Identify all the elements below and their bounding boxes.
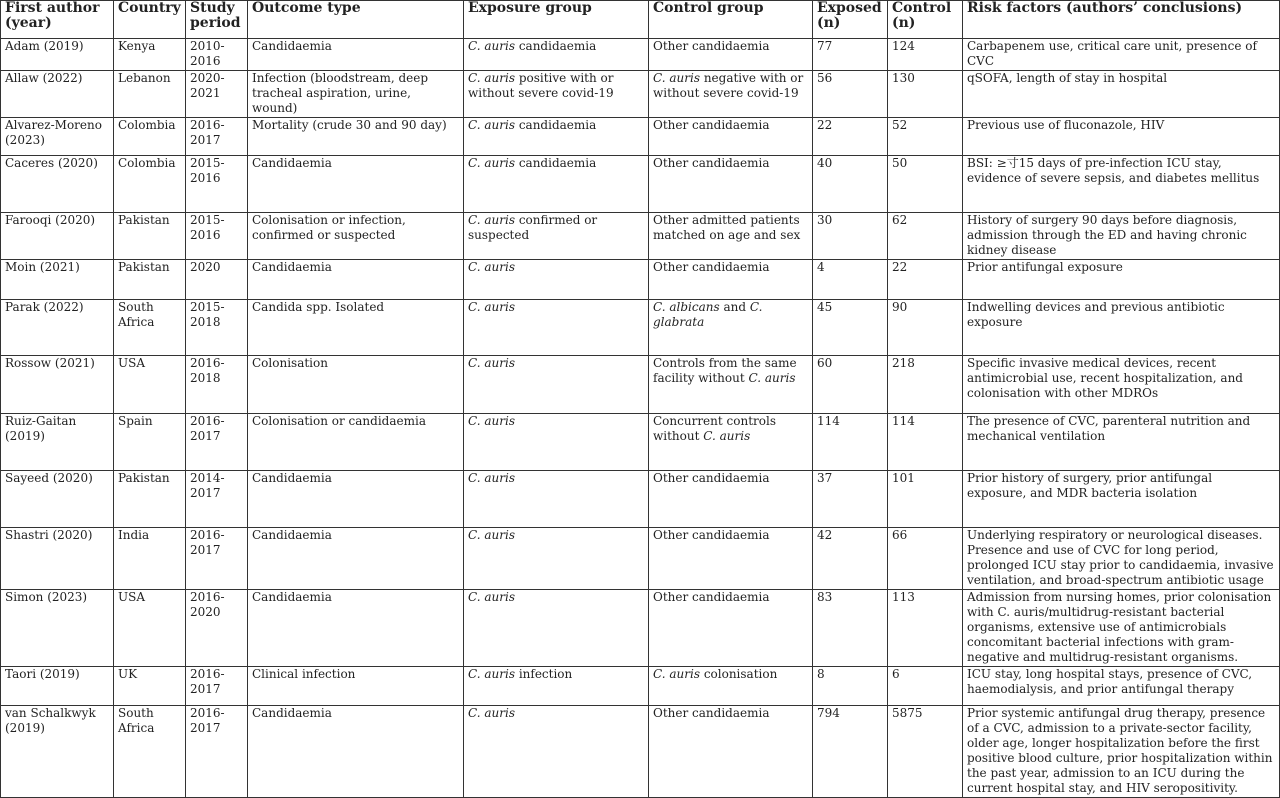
- cell-exposed-n: 45: [813, 300, 888, 356]
- cell-risk: Prior antifungal exposure: [963, 260, 1280, 300]
- cell-exposure: [464, 471, 649, 528]
- cell-author: Alvarez-Moreno (2023): [1, 118, 114, 156]
- cell-risk: BSI: ≥⼨15 days of pre-infection ICU stay, evidence of severe sepsis, and diabetes mellitus: [963, 156, 1280, 213]
- cell-outcome: Colonisation or infection, confirmed or suspected: [248, 213, 464, 260]
- cell-control-n: 124: [888, 39, 963, 71]
- cell-risk: Admission from nursing homes, prior colonisation with C. auris/multidrug-resistant bacterial organisms, extensive use of antimicrobials concomitant bacterial infections with gram-negative and multidrug-resistant organisms.: [963, 590, 1280, 667]
- cell-period: 2015-2018: [186, 300, 248, 356]
- exposure-species: C. auris: [468, 156, 515, 170]
- cell-period: 2020: [186, 260, 248, 300]
- cell-outcome: Clinical infection: [248, 667, 464, 706]
- header-exposure-group: Exposure group: [464, 1, 649, 39]
- exposure-detail: positive with or without severe covid-19: [468, 71, 614, 100]
- cell-period: 2016-2018: [186, 356, 248, 414]
- cell-outcome: Candidaemia: [248, 590, 464, 667]
- cell-exposure: [464, 414, 649, 471]
- cell-outcome: Candidaemia: [248, 260, 464, 300]
- cell-author: Rossow (2021): [1, 356, 114, 414]
- cell-control-n: 113: [888, 590, 963, 667]
- table-row: [1, 39, 1280, 71]
- cell-risk: Carbapenem use, critical care unit, presence of CVC: [963, 39, 1280, 71]
- cell-exposure: [464, 71, 649, 118]
- cell-risk: ICU stay, long hospital stays, presence of CVC, haemodialysis, and prior antifungal therapy: [963, 667, 1280, 706]
- cell-country: Spain: [114, 414, 186, 471]
- cell-exposure: [464, 528, 649, 590]
- table-row: [1, 667, 1280, 706]
- cell-control-n: 5875: [888, 706, 963, 798]
- header-study-period: Study period: [186, 1, 248, 39]
- cell-control-n: 22: [888, 260, 963, 300]
- cell-control-n: 114: [888, 414, 963, 471]
- cell-period: 2014-2017: [186, 471, 248, 528]
- cell-outcome: Infection (bloodstream, deep tracheal aspiration, urine, wound): [248, 71, 464, 118]
- table-row: [1, 260, 1280, 300]
- cell-exposed-n: 40: [813, 156, 888, 213]
- cell-country: India: [114, 528, 186, 590]
- exposure-detail: candidaemia: [515, 39, 597, 53]
- cell-exposed-n: 60: [813, 356, 888, 414]
- exposure-species: C. auris: [468, 706, 515, 720]
- cell-risk: Prior history of surgery, prior antifungal exposure, and MDR bacteria isolation: [963, 471, 1280, 528]
- exposure-species: C. auris: [468, 356, 515, 370]
- cell-period: 2016-2017: [186, 667, 248, 706]
- header-outcome-type: Outcome type: [248, 1, 464, 39]
- cell-author: Simon (2023): [1, 590, 114, 667]
- cell-risk: Prior systemic antifungal drug therapy, presence of a CVC, admission to a private-sector facility, older age, longer hospitalization before the first positive blood culture, prior hospitalization within the past year, admission to an ICU during the current hospital stay, and HIV seropositivity.: [963, 706, 1280, 798]
- cell-control-n: 50: [888, 156, 963, 213]
- cell-risk: Indwelling devices and previous antibiotic exposure: [963, 300, 1280, 356]
- cell-period: 2010-2016: [186, 39, 248, 71]
- cell-country: Pakistan: [114, 213, 186, 260]
- cell-author: Shastri (2020): [1, 528, 114, 590]
- cell-outcome: Colonisation or candidaemia: [248, 414, 464, 471]
- exposure-species: C. auris: [468, 667, 515, 681]
- cell-risk: Previous use of fluconazole, HIV: [963, 118, 1280, 156]
- cell-control: Other candidaemia: [649, 39, 813, 71]
- cell-country: Pakistan: [114, 471, 186, 528]
- header-row: [1, 1, 1280, 39]
- exposure-species: C. auris: [468, 71, 515, 85]
- header-author: First author (year): [1, 1, 114, 39]
- cell-exposure: [464, 706, 649, 798]
- cell-author: Taori (2019): [1, 667, 114, 706]
- control-detail: Controls from the same facility without: [653, 356, 797, 385]
- cell-outcome: Candidaemia: [248, 471, 464, 528]
- cell-control: Other candidaemia: [649, 156, 813, 213]
- exposure-detail: candidaemia: [515, 118, 597, 132]
- cell-control: [649, 356, 813, 414]
- control-conjunction: and: [719, 300, 750, 314]
- table-row: [1, 528, 1280, 590]
- cell-risk: Underlying respiratory or neurological diseases. Presence and use of CVC for long period, prolonged ICU stay prior to candidaemia, invasive ventilation, and broad-spectrum antibiotic usage: [963, 528, 1280, 590]
- exposure-species: C. auris: [468, 528, 515, 542]
- cell-period: 2016-2017: [186, 528, 248, 590]
- cell-country: South Africa: [114, 300, 186, 356]
- control-detail: Concurrent controls without: [653, 414, 776, 443]
- table-row: [1, 300, 1280, 356]
- exposure-species: C. auris: [468, 39, 515, 53]
- cell-outcome: Candidaemia: [248, 706, 464, 798]
- cell-control: Other admitted patients matched on age and sex: [649, 213, 813, 260]
- table-row: [1, 471, 1280, 528]
- cell-control-n: 62: [888, 213, 963, 260]
- cell-period: 2015-2016: [186, 156, 248, 213]
- cell-control: Other candidaemia: [649, 260, 813, 300]
- exposure-detail: candidaemia: [515, 156, 597, 170]
- table-row: [1, 118, 1280, 156]
- exposure-detail: confirmed or suspected: [468, 213, 598, 242]
- cell-risk: History of surgery 90 days before diagnosis, admission through the ED and having chronic kidney disease: [963, 213, 1280, 260]
- header-control-group: Control group: [649, 1, 813, 39]
- cell-country: UK: [114, 667, 186, 706]
- cell-author: Parak (2022): [1, 300, 114, 356]
- control-species: C. auris: [703, 429, 751, 443]
- cell-country: Colombia: [114, 118, 186, 156]
- cell-control: [649, 71, 813, 118]
- cell-exposed-n: 114: [813, 414, 888, 471]
- exposure-detail: infection: [515, 667, 573, 681]
- cell-exposed-n: 42: [813, 528, 888, 590]
- cell-exposed-n: 37: [813, 471, 888, 528]
- cell-country: Pakistan: [114, 260, 186, 300]
- table-row: [1, 590, 1280, 667]
- exposure-species: C. auris: [468, 213, 515, 227]
- exposure-species: C. auris: [468, 590, 515, 604]
- cell-control-n: 218: [888, 356, 963, 414]
- table-row: [1, 213, 1280, 260]
- table-row: [1, 414, 1280, 471]
- exposure-species: C. auris: [468, 118, 515, 132]
- cell-author: Moin (2021): [1, 260, 114, 300]
- cell-outcome: Candida spp. Isolated: [248, 300, 464, 356]
- exposure-species: C. auris: [468, 471, 515, 485]
- cell-exposure: [464, 39, 649, 71]
- cell-outcome: Candidaemia: [248, 156, 464, 213]
- cell-control: [649, 667, 813, 706]
- cell-period: 2016-2020: [186, 590, 248, 667]
- cell-exposed-n: 4: [813, 260, 888, 300]
- cell-outcome: Candidaemia: [248, 528, 464, 590]
- cell-control-n: 101: [888, 471, 963, 528]
- cell-control: Other candidaemia: [649, 590, 813, 667]
- cell-exposed-n: 77: [813, 39, 888, 71]
- header-risk-factors: Risk factors (authors’ conclusions): [963, 1, 1280, 39]
- cell-country: Kenya: [114, 39, 186, 71]
- table-row: [1, 156, 1280, 213]
- cell-period: 2015-2016: [186, 213, 248, 260]
- cell-exposure: [464, 300, 649, 356]
- cell-author: van Schalkwyk (2019): [1, 706, 114, 798]
- cell-author: Allaw (2022): [1, 71, 114, 118]
- control-detail: colonisation: [700, 667, 778, 681]
- control-species: C. auris: [653, 71, 700, 85]
- cell-control: Other candidaemia: [649, 118, 813, 156]
- cell-exposure: [464, 356, 649, 414]
- cell-country: South Africa: [114, 706, 186, 798]
- cell-outcome: Colonisation: [248, 356, 464, 414]
- cell-control: Other candidaemia: [649, 471, 813, 528]
- cell-period: 2016-2017: [186, 414, 248, 471]
- control-species-a: C. albicans: [653, 300, 720, 314]
- header-exposed-n: Exposed (n): [813, 1, 888, 39]
- cell-country: Lebanon: [114, 71, 186, 118]
- cell-period: 2016-2017: [186, 706, 248, 798]
- cell-control: Other candidaemia: [649, 528, 813, 590]
- cell-control-n: 90: [888, 300, 963, 356]
- cell-exposure: [464, 260, 649, 300]
- cell-exposed-n: 8: [813, 667, 888, 706]
- cell-period: 2020-2021: [186, 71, 248, 118]
- cell-outcome: Mortality (crude 30 and 90 day): [248, 118, 464, 156]
- cell-exposed-n: 83: [813, 590, 888, 667]
- cell-exposure: [464, 118, 649, 156]
- cell-outcome: Candidaemia: [248, 39, 464, 71]
- table-row: [1, 71, 1280, 118]
- cell-author: Adam (2019): [1, 39, 114, 71]
- table-row: [1, 706, 1280, 798]
- cell-exposure: [464, 667, 649, 706]
- cell-exposed-n: 794: [813, 706, 888, 798]
- control-detail: negative with or without severe covid-19: [653, 71, 804, 100]
- cell-control: [649, 414, 813, 471]
- cell-country: Colombia: [114, 156, 186, 213]
- cell-control: Other candidaemia: [649, 706, 813, 798]
- exposure-species: C. auris: [468, 300, 515, 314]
- cell-exposed-n: 30: [813, 213, 888, 260]
- cell-risk: qSOFA, length of stay in hospital: [963, 71, 1280, 118]
- control-species-b: C. glabrata: [653, 300, 763, 329]
- cell-author: Ruiz-Gaitan (2019): [1, 414, 114, 471]
- cell-exposure: [464, 213, 649, 260]
- cell-author: Sayeed (2020): [1, 471, 114, 528]
- cell-author: Farooqi (2020): [1, 213, 114, 260]
- cell-country: USA: [114, 356, 186, 414]
- cell-risk: The presence of CVC, parenteral nutrition and mechanical ventilation: [963, 414, 1280, 471]
- control-species: C. auris: [748, 371, 796, 385]
- cell-control: [649, 300, 813, 356]
- cell-exposed-n: 22: [813, 118, 888, 156]
- cell-exposure: [464, 590, 649, 667]
- cell-author: Caceres (2020): [1, 156, 114, 213]
- cell-control-n: 6: [888, 667, 963, 706]
- exposure-species: C. auris: [468, 414, 515, 428]
- control-species: C. auris: [653, 667, 700, 681]
- cell-control-n: 66: [888, 528, 963, 590]
- cell-control-n: 130: [888, 71, 963, 118]
- cell-exposure: [464, 156, 649, 213]
- header-control-n: Control (n): [888, 1, 963, 39]
- cell-risk: Specific invasive medical devices, recent antimicrobial use, recent hospitalization, and colonisation with other MDROs: [963, 356, 1280, 414]
- cell-control-n: 52: [888, 118, 963, 156]
- cell-country: USA: [114, 590, 186, 667]
- cell-exposed-n: 56: [813, 71, 888, 118]
- cell-period: 2016-2017: [186, 118, 248, 156]
- header-country: Country: [114, 1, 186, 39]
- table-row: [1, 356, 1280, 414]
- exposure-species: C. auris: [468, 260, 515, 274]
